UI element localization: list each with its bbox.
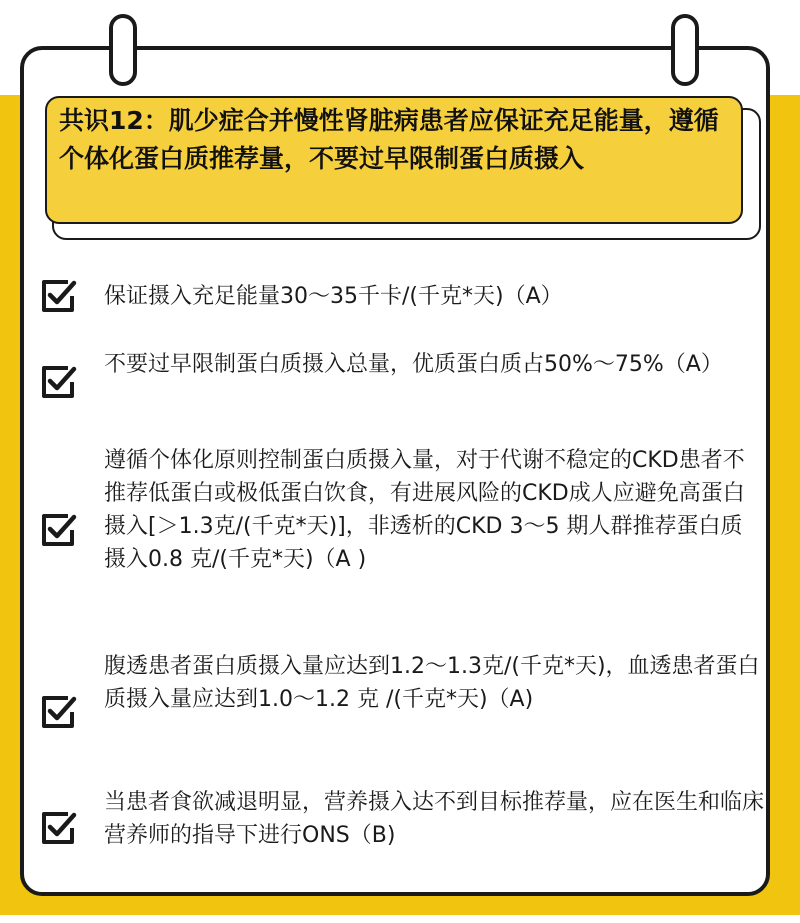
list-item: 保证摄入充足能量30～35千卡/(千克*天)（A） xyxy=(104,284,563,309)
binder-ring-icon xyxy=(671,14,699,86)
checkbox-checked-icon xyxy=(38,808,78,848)
list-item: 遵循个体化原则控制蛋白质摄入量，对于代谢不稳定的CKD患者不推荐低蛋白或极低蛋白饮食，有进展风险的CKD成人应避免高蛋白摄入[＞1.3克/(千克*天)]，非透析的CKD 3～5 期人群推荐蛋白质摄入0.8 克/(千克*天)（A ) xyxy=(104,448,745,572)
list-item: 当患者食欲减退明显，营养摄入达不到目标推荐量，应在医生和临床营养师的指导下进行ONS（B) xyxy=(104,790,765,848)
page-title: 共识12：肌少症合并慢性肾脏病患者应保证充足能量，遵循个体化蛋白质推荐量，不要过早限制蛋白质摄入 xyxy=(45,96,743,224)
checkbox-checked-icon xyxy=(38,362,78,402)
checkbox-checked-icon xyxy=(38,510,78,550)
checkbox-checked-icon xyxy=(38,692,78,732)
binder-ring-icon xyxy=(109,14,137,86)
list-item: 腹透患者蛋白质摄入量应达到1.2～1.3克/(千克*天)，血透患者蛋白质摄入量应达到1.0～1.2 克 /(千克*天)（A) xyxy=(104,654,760,712)
checkbox-checked-icon xyxy=(38,276,78,316)
list-item: 不要过早限制蛋白质摄入总量，优质蛋白质占50%～75%（A） xyxy=(104,352,723,377)
